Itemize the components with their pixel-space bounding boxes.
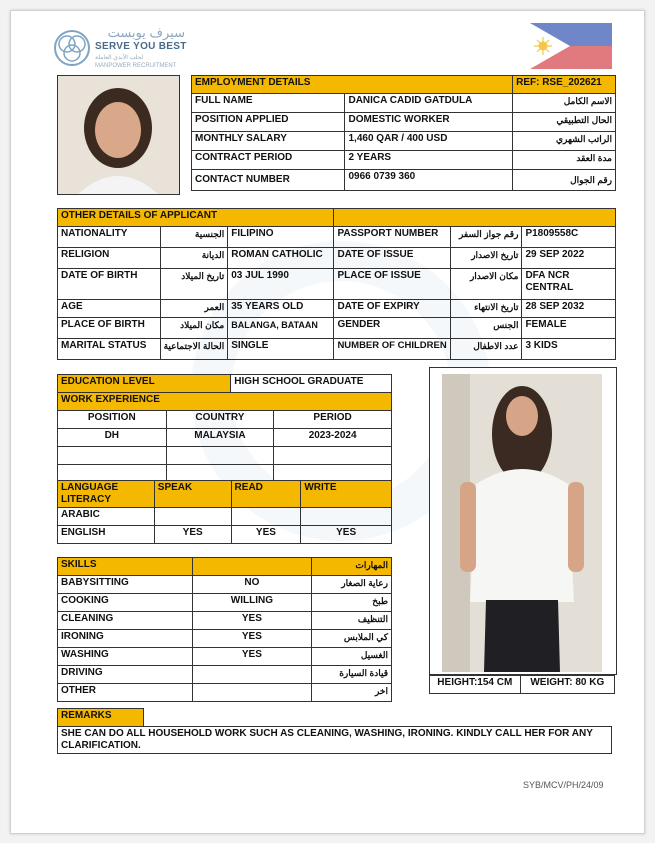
children-arabic: عدد الاطفال [450, 339, 522, 360]
birth-place-value: BALANGA, BATAAN [228, 318, 334, 339]
education-work-table [57, 374, 392, 483]
age-arabic: العمر [160, 300, 228, 318]
marital-status-value: SINGLE [228, 339, 334, 360]
skill-arabic: التنظيف [312, 612, 392, 630]
nationality-label: NATIONALITY [58, 227, 161, 248]
remarks-table [57, 708, 612, 754]
employment-details-table [191, 75, 616, 191]
birth-date-label: DATE OF BIRTH [58, 269, 161, 300]
full-body-photo-frame [429, 367, 617, 675]
skill-value: YES [192, 612, 312, 630]
children-value: 3 KIDS [522, 339, 616, 360]
contact-value: 0966 0739 360 [345, 170, 513, 191]
skills-header-spacer [192, 558, 312, 576]
work-row-position: DH [58, 429, 167, 447]
remarks-header: REMARKS [58, 709, 144, 727]
education-label: EDUCATION LEVEL [58, 375, 231, 393]
company-logo [53, 25, 203, 75]
other-details-header-right [334, 209, 616, 227]
religion-arabic: الديانة [160, 248, 228, 269]
gender-value: FEMALE [522, 318, 616, 339]
skill-name: BABYSITTING [58, 576, 193, 594]
language-arabic-write [301, 508, 392, 526]
logo-english-name: SERVE YOU BEST [95, 41, 187, 52]
applicant-full-body-photo [442, 374, 602, 672]
employment-header: EMPLOYMENT DETAILS [192, 76, 513, 94]
salary-value: 1,460 QAR / 400 USD [345, 132, 513, 151]
contact-label: CONTACT NUMBER [192, 170, 345, 191]
issue-date-value: 29 SEP 2022 [522, 248, 616, 269]
age-value: 35 YEARS OLD [228, 300, 334, 318]
remarks-text: SHE CAN DO ALL HOUSEHOLD WORK SUCH AS CLEANING, WASHING, IRONING. KINDLY CALL HER FOR ANY CLARIFICATION. [58, 727, 612, 754]
language-arabic-speak [154, 508, 231, 526]
full-name-arabic: الاسم الكامل [513, 94, 616, 113]
language-english: ENGLISH [58, 526, 155, 544]
work-empty-cell [166, 447, 274, 465]
issue-place-arabic: مكان الاصدار [450, 269, 522, 300]
skills-header-arabic: المهارات [312, 558, 392, 576]
language-col-speak: SPEAK [154, 481, 231, 508]
work-row-country: MALAYSIA [166, 429, 274, 447]
expiry-date-arabic: تاريخ الانتهاء [450, 300, 522, 318]
skill-name: WASHING [58, 648, 193, 666]
skill-arabic: رعاية الصغار [312, 576, 392, 594]
birth-date-value: 03 JUL 1990 [228, 269, 334, 300]
gender-arabic: الجنس [450, 318, 522, 339]
gender-label: GENDER [334, 318, 450, 339]
skill-name: OTHER [58, 684, 193, 702]
skill-name: CLEANING [58, 612, 193, 630]
position-label: POSITION APPLIED [192, 113, 345, 132]
skill-value: NO [192, 576, 312, 594]
skill-arabic: الغسيل [312, 648, 392, 666]
nationality-arabic: الجنسية [160, 227, 228, 248]
language-header: LANGUAGE LITERACY [58, 481, 155, 508]
other-details-table [57, 208, 616, 360]
salary-label: MONTHLY SALARY [192, 132, 345, 151]
language-arabic: ARABIC [58, 508, 155, 526]
full-name-value: DANICA CADID GATDULA [345, 94, 513, 113]
age-label: AGE [58, 300, 161, 318]
skill-arabic: كي الملابس [312, 630, 392, 648]
contact-arabic: رقم الجوال [513, 170, 616, 191]
logo-tagline: MANPOWER RECRUITMENT [95, 63, 177, 69]
passport-arabic: رقم جواز السفر [450, 227, 522, 248]
skills-table [57, 557, 392, 702]
philippines-flag-icon [530, 23, 612, 69]
issue-place-label: PLACE OF ISSUE [334, 269, 450, 300]
skill-value [192, 666, 312, 684]
expiry-date-label: DATE OF EXPIRY [334, 300, 450, 318]
work-row-period: 2023-2024 [274, 429, 392, 447]
language-english-write: YES [301, 526, 392, 544]
marital-status-label: MARITAL STATUS [58, 339, 161, 360]
skill-value: YES [192, 648, 312, 666]
skill-name: DRIVING [58, 666, 193, 684]
remarks-header-spacer [143, 709, 611, 727]
work-col-country: COUNTRY [166, 411, 274, 429]
work-empty-cell [274, 447, 392, 465]
skills-header: SKILLS [58, 558, 193, 576]
religion-value: ROMAN CATHOLIC [228, 248, 334, 269]
skill-arabic: طبخ [312, 594, 392, 612]
language-col-read: READ [231, 481, 301, 508]
contract-label: CONTRACT PERIOD [192, 151, 345, 170]
full-name-label: FULL NAME [192, 94, 345, 113]
passport-value: P1809558C [522, 227, 616, 248]
birth-date-arabic: تاريخ الميلاد [160, 269, 228, 300]
position-value: DOMESTIC WORKER [345, 113, 513, 132]
height-value: HEIGHT:154 CM [430, 676, 521, 694]
skill-value [192, 684, 312, 702]
skill-name: COOKING [58, 594, 193, 612]
language-table [57, 480, 392, 544]
salary-arabic: الراتب الشهري [513, 132, 616, 151]
language-arabic-read [231, 508, 301, 526]
applicant-face-photo [57, 75, 180, 195]
skill-arabic: قيادة السيارة [312, 666, 392, 684]
work-col-period: PERIOD [274, 411, 392, 429]
logo-arabic-sub: لجلب الأيدي العاملة [95, 55, 144, 61]
language-col-write: WRITE [301, 481, 392, 508]
birth-place-label: PLACE OF BIRTH [58, 318, 161, 339]
position-arabic: الحال التطبيقي [513, 113, 616, 132]
issue-date-arabic: تاريخ الاصدار [450, 248, 522, 269]
footer-document-code: SYB/MCV/PH/24/09 [523, 780, 604, 790]
religion-label: RELIGION [58, 248, 161, 269]
skill-value: YES [192, 630, 312, 648]
work-col-position: POSITION [58, 411, 167, 429]
issue-place-value: DFA NCR CENTRAL [522, 269, 616, 300]
nationality-value: FILIPINO [228, 227, 334, 248]
education-value: HIGH SCHOOL GRADUATE [231, 375, 392, 393]
skill-value: WILLING [192, 594, 312, 612]
logo-arabic-name: سيرف يوبست [107, 25, 185, 40]
work-experience-header: WORK EXPERIENCE [58, 393, 392, 411]
work-empty-cell [58, 447, 167, 465]
language-english-speak: YES [154, 526, 231, 544]
passport-label: PASSPORT NUMBER [334, 227, 450, 248]
body-measurements-table [429, 675, 615, 694]
skill-name: IRONING [58, 630, 193, 648]
logo-emblem-icon [53, 29, 91, 67]
weight-value: WEIGHT: 80 KG [520, 676, 614, 694]
contract-value: 2 YEARS [345, 151, 513, 170]
cv-page [10, 10, 645, 834]
marital-status-arabic: الحالة الاجتماعية [160, 339, 228, 360]
contract-arabic: مدة العقد [513, 151, 616, 170]
children-label: NUMBER OF CHILDREN [334, 339, 450, 360]
birth-place-arabic: مكان الميلاد [160, 318, 228, 339]
issue-date-label: DATE OF ISSUE [334, 248, 450, 269]
other-details-header: OTHER DETAILS OF APPLICANT [58, 209, 334, 227]
expiry-date-value: 28 SEP 2032 [522, 300, 616, 318]
reference-number: REF: RSE_202621 [513, 76, 616, 94]
skill-arabic: اخر [312, 684, 392, 702]
language-english-read: YES [231, 526, 301, 544]
